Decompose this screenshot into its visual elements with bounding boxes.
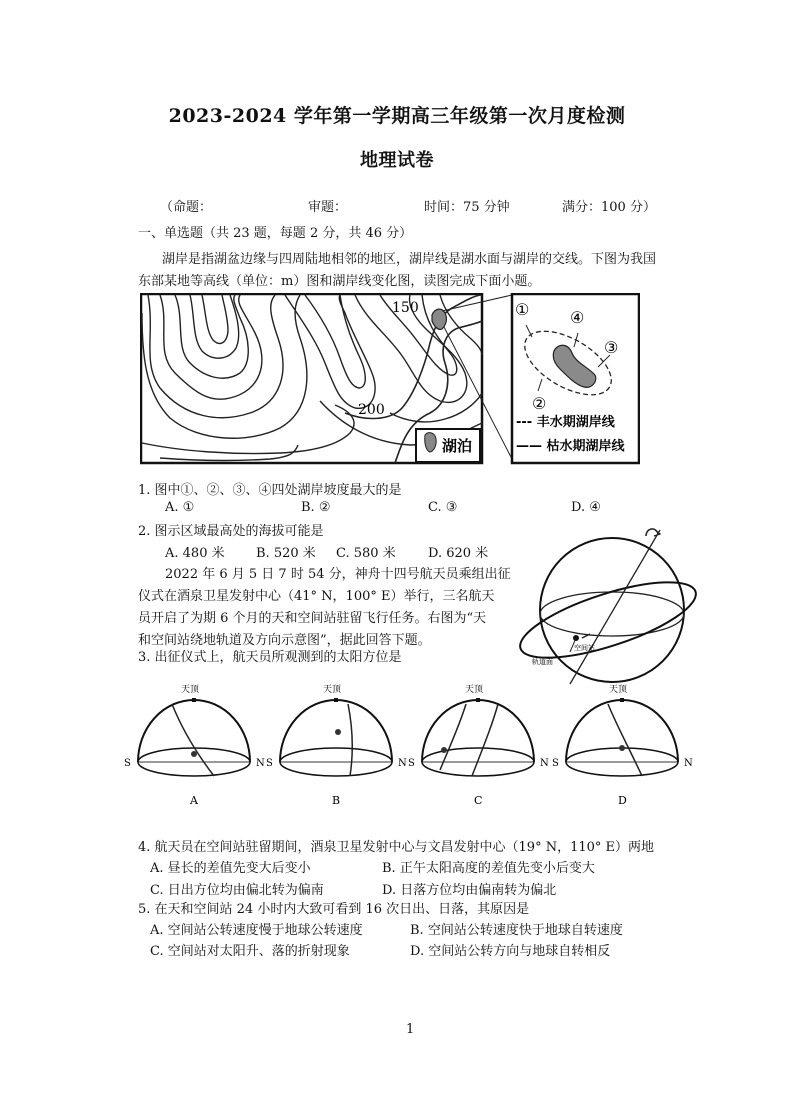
q4-option-a[interactable]: A. 昼长的差值先变大后变小 — [150, 861, 311, 876]
marker-2: ② — [532, 394, 547, 413]
contour-label-200: 200 — [358, 402, 385, 418]
q1-option-b[interactable]: B. ② — [301, 500, 331, 515]
q1-option-a[interactable]: A. ① — [165, 500, 195, 515]
s-label-c: S — [408, 758, 415, 769]
diagram-c[interactable] — [408, 684, 549, 807]
orbit-plane-label: 轨道面 — [532, 658, 553, 666]
page-title: 2023-2024 学年第一学期高三年级第一次月度检测 — [168, 105, 626, 127]
q1-stem: 1. 图中①、②、③、④四处湖岸坡度最大的是 — [138, 483, 402, 498]
page-number: 1 — [406, 1022, 415, 1037]
station-label: 空间站 — [574, 644, 595, 652]
label-c: C — [474, 794, 483, 807]
n-label-d: N — [684, 758, 693, 769]
n-label-c: N — [540, 758, 549, 769]
legend-high-water: --- 丰水期湖岸线 — [516, 415, 615, 430]
orbit-diagram — [512, 522, 704, 690]
contour-map — [140, 293, 640, 465]
marker-1: ① — [515, 300, 530, 319]
q5-option-c[interactable]: C. 空间站对太阳升、落的折射现象 — [150, 944, 350, 959]
s-label-d: S — [552, 758, 559, 769]
section-heading: 一、单选题（共 23 题，每题 2 分，共 46 分） — [138, 226, 413, 241]
q1-option-d[interactable]: D. ④ — [571, 500, 601, 515]
sun-path-diagrams — [118, 680, 700, 810]
zenith-label-b: 天顶 — [323, 685, 342, 695]
q5-option-b[interactable]: B. 空间站公转速度快于地球自转速度 — [410, 923, 623, 938]
label-b: B — [332, 794, 341, 807]
diagram-d[interactable] — [552, 684, 693, 807]
passage2-line-3: 员开启了为期 6 个月的天和空间站驻留飞行任务。右图为“天 — [138, 611, 487, 626]
diagram-b[interactable] — [266, 684, 407, 807]
q2-option-d[interactable]: D. 620 米 — [428, 546, 489, 561]
marker-4: ④ — [570, 308, 585, 327]
label-a: A — [190, 794, 198, 807]
zenith-label-a: 天顶 — [181, 685, 200, 695]
q1-option-c[interactable]: C. ③ — [428, 500, 458, 515]
label-d: D — [618, 794, 627, 807]
legend-low-water: —— 枯水期湖岸线 — [516, 439, 625, 454]
zenith-label-d: 天顶 — [609, 685, 628, 695]
q2-option-a[interactable]: A. 480 米 — [165, 546, 225, 561]
q4-option-d[interactable]: D. 日落方位均由偏南转为偏北 — [382, 883, 557, 898]
q4-option-c[interactable]: C. 日出方位均由偏北转为偏南 — [150, 883, 324, 898]
reviewer-field: 审题： — [308, 200, 348, 215]
q4-stem: 4. 航天员在空间站驻留期间，酒泉卫星发射中心与文昌发射中心（19° N，110° E）两地 — [138, 840, 655, 855]
q5-stem: 5. 在天和空间站 24 小时内大致可看到 16 次日出、日落，其原因是 — [138, 902, 530, 917]
s-label-b: S — [266, 758, 273, 769]
marker-3: ③ — [604, 338, 619, 357]
zenith-label-c: 天顶 — [465, 685, 484, 695]
page-subtitle: 地理试卷 — [360, 150, 434, 171]
q2-stem: 2. 图示区域最高处的海拔可能是 — [138, 524, 324, 539]
q2-option-c[interactable]: C. 580 米 — [336, 546, 396, 561]
q5-option-d[interactable]: D. 空间站公转方向与地球自转相反 — [410, 944, 611, 959]
score-field: 满分：100 分） — [562, 200, 656, 215]
contour-label-150: 150 — [392, 300, 419, 316]
time-field: 时间：75 分钟 — [424, 200, 510, 215]
q3-stem: 3. 出征仪式上，航天员所观测到的太阳方位是 — [138, 650, 402, 665]
intro-line-1: 湖岸是指湖盆边缘与四周陆地相邻的地区，湖岸线是湖水面与湖岸的交线。下图为我国 — [162, 252, 657, 267]
q2-option-b[interactable]: B. 520 米 — [256, 546, 316, 561]
passage2-line-4: 和空间站绕地轨道及方向示意图”，据此回答下题。 — [138, 633, 431, 648]
author-field: （命题： — [160, 200, 213, 215]
lake-legend-label: 湖泊 — [442, 437, 473, 455]
q4-option-b[interactable]: B. 正午太阳高度的差值先变小后变大 — [382, 861, 595, 876]
s-label-a: S — [124, 758, 131, 769]
q5-option-a[interactable]: A. 空间站公转速度慢于地球公转速度 — [150, 923, 363, 938]
passage2-line-2: 仪式在酒泉卫星发射中心（41° N，100° E）举行，三名航天 — [138, 589, 495, 604]
n-label-a: N — [256, 758, 265, 769]
intro-line-2: 东部某地等高线（单位：m）图和湖岸线变化图，读图完成下面小题。 — [138, 274, 541, 289]
n-label-b: N — [398, 758, 407, 769]
passage2-line-1: 2022 年 6 月 5 日 7 时 54 分，神舟十四号航天员乘组出征 — [165, 567, 511, 582]
diagram-a[interactable] — [124, 684, 265, 807]
